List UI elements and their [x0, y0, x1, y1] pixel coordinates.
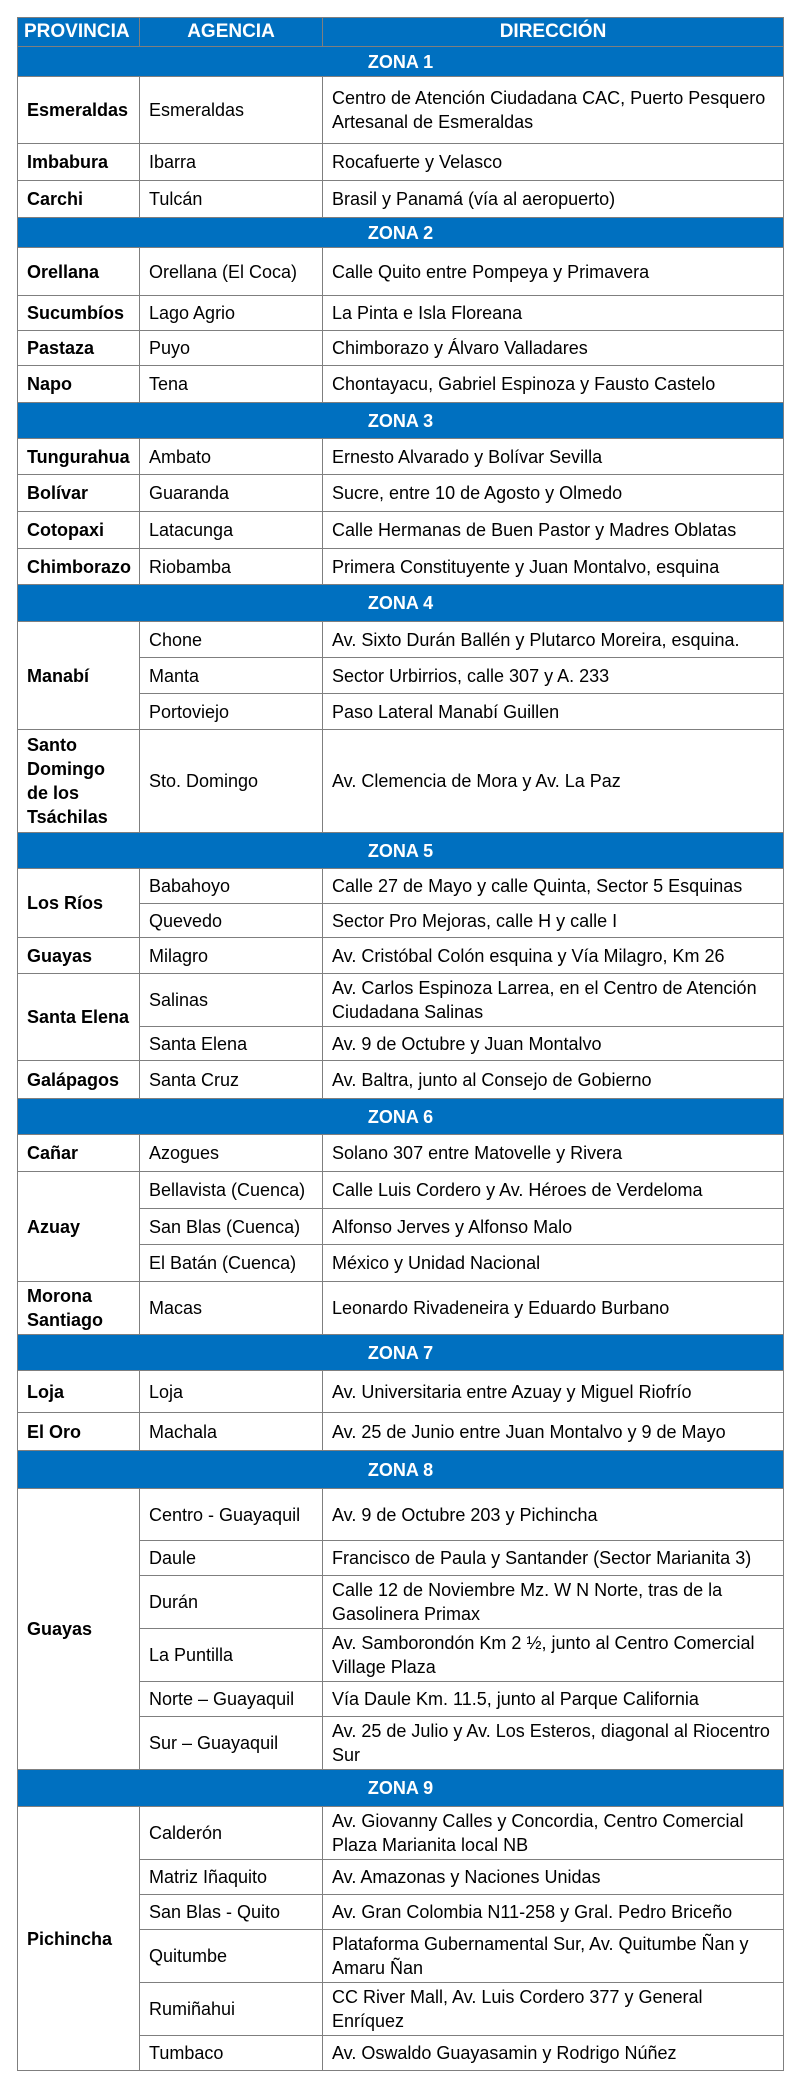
agency-cell: Machala — [140, 1413, 323, 1451]
agency-cell: Tumbaco — [140, 2036, 323, 2071]
zone-label: ZONA 1 — [18, 47, 784, 77]
table-row — [18, 77, 784, 144]
table-row — [18, 1135, 784, 1172]
province-cell: Pastaza — [18, 331, 140, 366]
agency-cell: San Blas - Quito — [140, 1895, 323, 1930]
agency-cell: Salinas — [140, 974, 323, 1027]
province-cell: Esmeraldas — [18, 77, 140, 144]
zone-row — [18, 218, 784, 248]
table-row — [18, 869, 784, 904]
table-row — [18, 1061, 784, 1099]
address-cell: Plataforma Gubernamental Sur, Av. Quitumbe Ñan y Amaru Ñan — [323, 1930, 784, 1983]
zone-label: ZONA 4 — [18, 585, 784, 622]
province-cell: Guayas — [18, 1489, 140, 1770]
address-cell: Francisco de Paula y Santander (Sector Marianita 3) — [323, 1541, 784, 1576]
address-cell: Sector Urbirrios, calle 307 y A. 233 — [323, 658, 784, 694]
address-cell: Calle Quito entre Pompeya y Primavera — [323, 248, 784, 296]
table-row — [18, 475, 784, 512]
address-cell: Av. Oswaldo Guayasamin y Rodrigo Núñez — [323, 2036, 784, 2071]
agency-cell: Portoviejo — [140, 694, 323, 730]
address-cell: Av. 25 de Junio entre Juan Montalvo y 9 de Mayo — [323, 1413, 784, 1451]
address-cell: Calle Hermanas de Buen Pastor y Madres Oblatas — [323, 512, 784, 549]
province-cell: Azuay — [18, 1172, 140, 1282]
zone-label: ZONA 9 — [18, 1770, 784, 1807]
zone-row — [18, 47, 784, 77]
table-row — [18, 1489, 784, 1541]
province-cell: Imbabura — [18, 144, 140, 181]
agency-cell: Orellana (El Coca) — [140, 248, 323, 296]
agency-cell: La Puntilla — [140, 1629, 323, 1682]
zone-row — [18, 1335, 784, 1371]
agency-cell: Latacunga — [140, 512, 323, 549]
header-direccion: DIRECCIÓN — [323, 18, 784, 47]
province-cell: Guayas — [18, 938, 140, 974]
header-row — [18, 18, 784, 47]
zone-row — [18, 585, 784, 622]
table-row — [18, 1371, 784, 1413]
table-row — [18, 512, 784, 549]
address-cell: Calle Luis Cordero y Av. Héroes de Verdeloma — [323, 1172, 784, 1209]
agency-cell: Centro - Guayaquil — [140, 1489, 323, 1541]
agency-cell: Manta — [140, 658, 323, 694]
address-cell: Chimborazo y Álvaro Valladares — [323, 331, 784, 366]
address-cell: Av. Baltra, junto al Consejo de Gobierno — [323, 1061, 784, 1099]
header-provincia: PROVINCIA — [18, 18, 140, 47]
agency-cell: Ibarra — [140, 144, 323, 181]
agency-cell: Ambato — [140, 439, 323, 475]
address-cell: Primera Constituyente y Juan Montalvo, esquina — [323, 549, 784, 585]
address-cell: Av. Clemencia de Mora y Av. La Paz — [323, 730, 784, 833]
table-row — [18, 730, 784, 833]
zone-label: ZONA 6 — [18, 1099, 784, 1135]
zone-label: ZONA 8 — [18, 1451, 784, 1489]
address-cell: Av. Gran Colombia N11-258 y Gral. Pedro Briceño — [323, 1895, 784, 1930]
table-body — [18, 47, 784, 2071]
address-cell: Sector Pro Mejoras, calle H y calle I — [323, 904, 784, 938]
zone-row — [18, 1099, 784, 1135]
address-cell: Av. 9 de Octubre 203 y Pichincha — [323, 1489, 784, 1541]
table-row — [18, 1282, 784, 1335]
agency-cell: Guaranda — [140, 475, 323, 512]
agencies-table — [17, 17, 784, 2071]
agency-cell: Tena — [140, 366, 323, 403]
address-cell: La Pinta e Isla Floreana — [323, 296, 784, 331]
zone-row — [18, 833, 784, 869]
address-cell: Calle 27 de Mayo y calle Quinta, Sector 5 Esquinas — [323, 869, 784, 904]
address-cell: Brasil y Panamá (vía al aeropuerto) — [323, 181, 784, 218]
agency-cell: Esmeraldas — [140, 77, 323, 144]
address-cell: Ernesto Alvarado y Bolívar Sevilla — [323, 439, 784, 475]
address-cell: Centro de Atención Ciudadana CAC, Puerto Pesquero Artesanal de Esmeraldas — [323, 77, 784, 144]
address-cell: Av. Giovanny Calles y Concordia, Centro Comercial Plaza Marianita local NB — [323, 1807, 784, 1860]
province-cell: Chimborazo — [18, 549, 140, 585]
table-row — [18, 1807, 784, 1860]
province-cell: Pichincha — [18, 1807, 140, 2071]
table-row — [18, 938, 784, 974]
province-cell: Santo Domingo de los Tsáchilas — [18, 730, 140, 833]
agency-cell: Daule — [140, 1541, 323, 1576]
agency-cell: Puyo — [140, 331, 323, 366]
agency-cell: Loja — [140, 1371, 323, 1413]
table-row — [18, 439, 784, 475]
table-row — [18, 622, 784, 658]
province-cell: Bolívar — [18, 475, 140, 512]
province-cell: Morona Santiago — [18, 1282, 140, 1335]
province-cell: Cotopaxi — [18, 512, 140, 549]
zone-row — [18, 403, 784, 439]
table-row — [18, 974, 784, 1027]
province-cell: Carchi — [18, 181, 140, 218]
address-cell: Chontayacu, Gabriel Espinoza y Fausto Castelo — [323, 366, 784, 403]
agency-cell: Lago Agrio — [140, 296, 323, 331]
agency-cell: Azogues — [140, 1135, 323, 1172]
province-cell: El Oro — [18, 1413, 140, 1451]
zone-label: ZONA 3 — [18, 403, 784, 439]
agency-cell: Babahoyo — [140, 869, 323, 904]
agency-cell: Rumiñahui — [140, 1983, 323, 2036]
table-row — [18, 549, 784, 585]
zone-label: ZONA 5 — [18, 833, 784, 869]
province-cell: Sucumbíos — [18, 296, 140, 331]
agency-cell: Durán — [140, 1576, 323, 1629]
agency-cell: Macas — [140, 1282, 323, 1335]
province-cell: Loja — [18, 1371, 140, 1413]
province-cell: Tungurahua — [18, 439, 140, 475]
agency-cell: Riobamba — [140, 549, 323, 585]
province-cell: Orellana — [18, 248, 140, 296]
table-row — [18, 296, 784, 331]
table-row — [18, 331, 784, 366]
agency-cell: Calderón — [140, 1807, 323, 1860]
agency-cell: Quitumbe — [140, 1930, 323, 1983]
zone-row — [18, 1770, 784, 1807]
address-cell: Av. Sixto Durán Ballén y Plutarco Moreira, esquina. — [323, 622, 784, 658]
address-cell: Av. 25 de Julio y Av. Los Esteros, diagonal al Riocentro Sur — [323, 1717, 784, 1770]
agency-cell: Sur – Guayaquil — [140, 1717, 323, 1770]
table-row — [18, 248, 784, 296]
table-row — [18, 1172, 784, 1209]
province-cell: Manabí — [18, 622, 140, 730]
agency-cell: Milagro — [140, 938, 323, 974]
address-cell: Av. Amazonas y Naciones Unidas — [323, 1860, 784, 1895]
address-cell: México y Unidad Nacional — [323, 1245, 784, 1282]
zone-label: ZONA 7 — [18, 1335, 784, 1371]
zone-row — [18, 1451, 784, 1489]
header-agencia: AGENCIA — [140, 18, 323, 47]
table-row — [18, 144, 784, 181]
address-cell: Vía Daule Km. 11.5, junto al Parque California — [323, 1682, 784, 1717]
agency-cell: Matriz Iñaquito — [140, 1860, 323, 1895]
province-cell: Santa Elena — [18, 974, 140, 1061]
address-cell: Sucre, entre 10 de Agosto y Olmedo — [323, 475, 784, 512]
address-cell: Av. Cristóbal Colón esquina y Vía Milagro, Km 26 — [323, 938, 784, 974]
address-cell: CC River Mall, Av. Luis Cordero 377 y General Enríquez — [323, 1983, 784, 2036]
address-cell: Leonardo Rivadeneira y Eduardo Burbano — [323, 1282, 784, 1335]
table-row — [18, 1413, 784, 1451]
agency-cell: Quevedo — [140, 904, 323, 938]
agency-cell: El Batán (Cuenca) — [140, 1245, 323, 1282]
address-cell: Av. Carlos Espinoza Larrea, en el Centro de Atención Ciudadana Salinas — [323, 974, 784, 1027]
agency-cell: Santa Elena — [140, 1027, 323, 1061]
address-cell: Alfonso Jerves y Alfonso Malo — [323, 1209, 784, 1245]
table-row — [18, 181, 784, 218]
agency-cell: Bellavista (Cuenca) — [140, 1172, 323, 1209]
address-cell: Rocafuerte y Velasco — [323, 144, 784, 181]
province-cell: Cañar — [18, 1135, 140, 1172]
address-cell: Paso Lateral Manabí Guillen — [323, 694, 784, 730]
table-row — [18, 366, 784, 403]
agency-cell: Santa Cruz — [140, 1061, 323, 1099]
agency-cell: Tulcán — [140, 181, 323, 218]
agency-cell: San Blas (Cuenca) — [140, 1209, 323, 1245]
agency-cell: Chone — [140, 622, 323, 658]
zone-label: ZONA 2 — [18, 218, 784, 248]
province-cell: Napo — [18, 366, 140, 403]
province-cell: Los Ríos — [18, 869, 140, 938]
agency-cell: Norte – Guayaquil — [140, 1682, 323, 1717]
province-cell: Galápagos — [18, 1061, 140, 1099]
address-cell: Calle 12 de Noviembre Mz. W N Norte, tras de la Gasolinera Primax — [323, 1576, 784, 1629]
address-cell: Av. 9 de Octubre y Juan Montalvo — [323, 1027, 784, 1061]
address-cell: Solano 307 entre Matovelle y Rivera — [323, 1135, 784, 1172]
address-cell: Av. Samborondón Km 2 ½, junto al Centro Comercial Village Plaza — [323, 1629, 784, 1682]
address-cell: Av. Universitaria entre Azuay y Miguel Riofrío — [323, 1371, 784, 1413]
agency-cell: Sto. Domingo — [140, 730, 323, 833]
